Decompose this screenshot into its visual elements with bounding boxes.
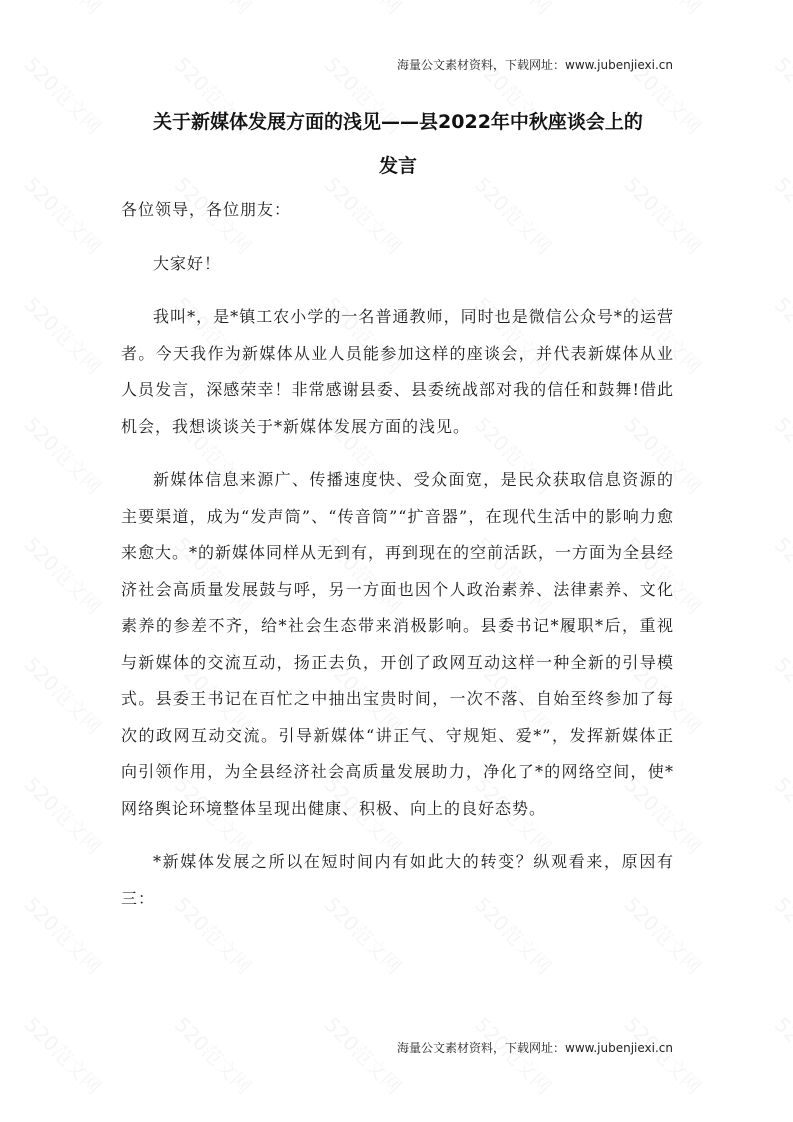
watermark-text bbox=[769, 410, 793, 500]
watermark-text bbox=[19, 410, 109, 500]
watermark-text bbox=[769, 1010, 793, 1100]
watermark-text bbox=[769, 290, 793, 380]
watermark-text bbox=[769, 0, 793, 19]
title-line-2: 发言 bbox=[378, 155, 417, 177]
watermark-text bbox=[769, 650, 793, 740]
watermark-text bbox=[169, 0, 259, 19]
watermark-text bbox=[169, 1010, 259, 1100]
watermark-text bbox=[769, 50, 793, 140]
header-note: 海量公文素材资料，下载网址：www.jubenjiexi.cn bbox=[397, 58, 673, 72]
watermark-text bbox=[769, 890, 793, 980]
footer-note: 海量公文素材资料，下载网址：www.jubenjiexi.cn bbox=[397, 1041, 673, 1055]
paragraph-reasons: *新媒体发展之所以在短时间内有如此大的转变？纵观看来，原因有三： bbox=[121, 852, 674, 908]
watermark-text bbox=[19, 1010, 109, 1100]
document-body bbox=[121, 192, 674, 934]
watermark-text bbox=[19, 170, 109, 260]
watermark-text bbox=[469, 0, 559, 19]
watermark-text bbox=[19, 650, 109, 740]
paragraph-greeting: 大家好！ bbox=[153, 253, 222, 273]
watermark-text bbox=[619, 0, 709, 19]
watermark-text bbox=[19, 0, 109, 19]
watermark-text bbox=[19, 50, 109, 140]
salutation: 各位领导，各位朋友： bbox=[121, 200, 292, 219]
watermark-text bbox=[19, 290, 109, 380]
watermark-text bbox=[19, 530, 109, 620]
watermark-text bbox=[769, 770, 793, 860]
title-line-1: 关于新媒体发展方面的浅见——县2022年中秋座谈会上的 bbox=[153, 111, 643, 133]
watermark-text bbox=[19, 770, 109, 860]
watermark-text bbox=[769, 170, 793, 260]
watermark-text bbox=[769, 530, 793, 620]
paragraph-new-media: 新媒体信息来源广、传播速度快、受众面宽，是民众获取信息资源的主要渠道，成为“发声筒”、“传音筒”“扩音器”，在现代生活中的影响力愈来愈大。*的新媒体同样从无到有，再到现在的空前活跃，一方面为全县经济社会高质量发展鼓与呼，另一方面也因个人政治素养、法律素养、文化素养的参差不齐，给*社会生态带来消极影响。县委书记*履职*后，重视与新媒体的交流互动，扬正去负，开创了政网互动这样一种全新的引导模式。县委王书记在百忙之中抽出宝贵时间，一次不落、自始至终参加了每次的政网互动交流。引导新媒体“讲正气、守规矩、爱*”，发挥新媒体正向引领作用，为全县经济社会高质量发展助力，净化了*的网络空间，使*网络舆论环境整体呈现出健康、积极、向上的良好态势。 bbox=[121, 470, 675, 818]
watermark-text bbox=[319, 1010, 409, 1100]
watermark-text bbox=[19, 890, 109, 980]
document-title bbox=[118, 100, 678, 188]
watermark-text bbox=[319, 0, 409, 19]
paragraph-introduction: 我叫*，是*镇工农小学的一名普通教师，同时也是微信公众号*的运营者。今天我作为新媒体从业人员能参加这样的座谈会，并代表新媒体从业人员发言，深感荣幸！非常感谢县委、县委统战部对我的信任和鼓舞!借此机会，我想谈谈关于*新媒体发展方面的浅见。 bbox=[121, 307, 674, 436]
